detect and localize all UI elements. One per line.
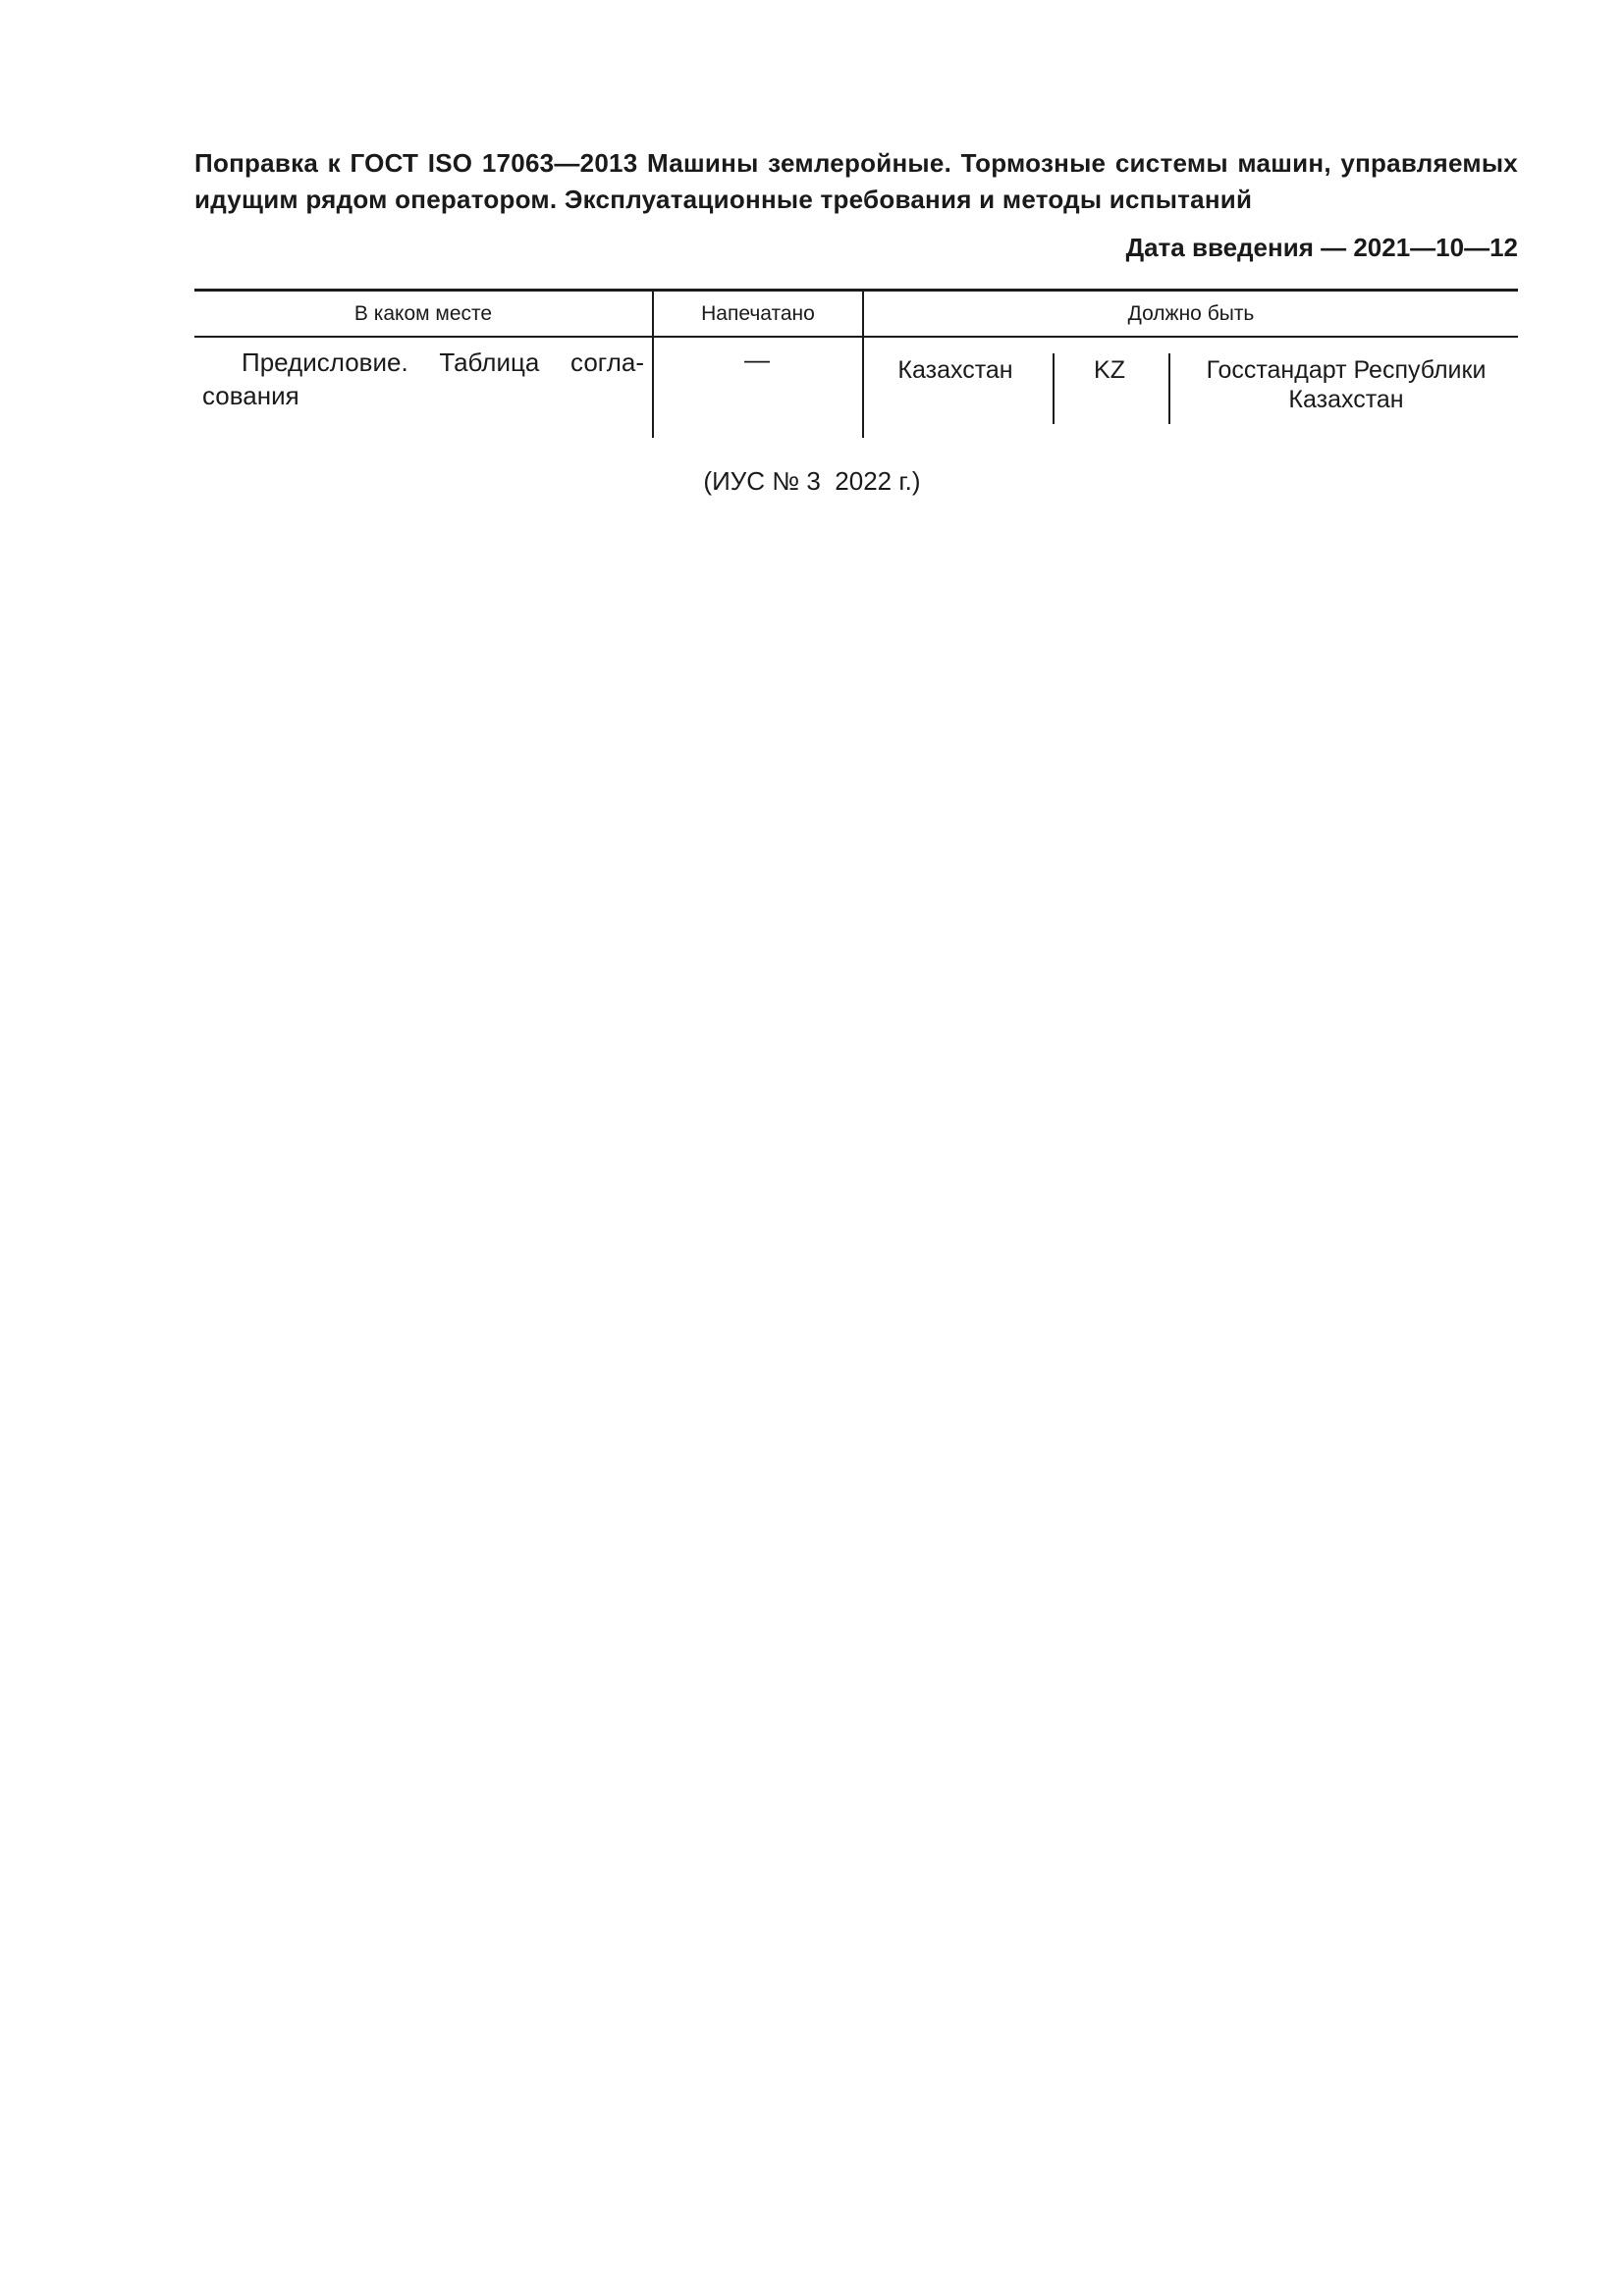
subcolumn-divider	[1168, 353, 1170, 424]
amendment-title: Поправка к ГОСТ ISO 17063—2013 Машины землеройные. Тормозные системы машин, управляемых идущим рядом оператором. Эксплуатационные требования и методы испытаний	[194, 148, 1518, 214]
header-printed: Напечатано	[701, 301, 815, 325]
publication-source: (ИУС № 3 2022 г.)	[703, 466, 921, 496]
cell-organization: Госстандарт Республики Казахстан	[1206, 356, 1487, 413]
header-should-be: Должно быть	[1127, 301, 1255, 325]
effective-date: Дата введения — 2021—10—12	[1125, 233, 1518, 262]
header-place: В каком месте	[353, 301, 493, 325]
table-header-rule	[194, 336, 1518, 338]
cell-place: Предисловие. Таблица согла-сования	[202, 347, 644, 410]
cell-printed: —	[744, 345, 770, 374]
cell-country-code: KZ	[1094, 356, 1125, 384]
cell-country: Казахстан	[897, 356, 1013, 384]
